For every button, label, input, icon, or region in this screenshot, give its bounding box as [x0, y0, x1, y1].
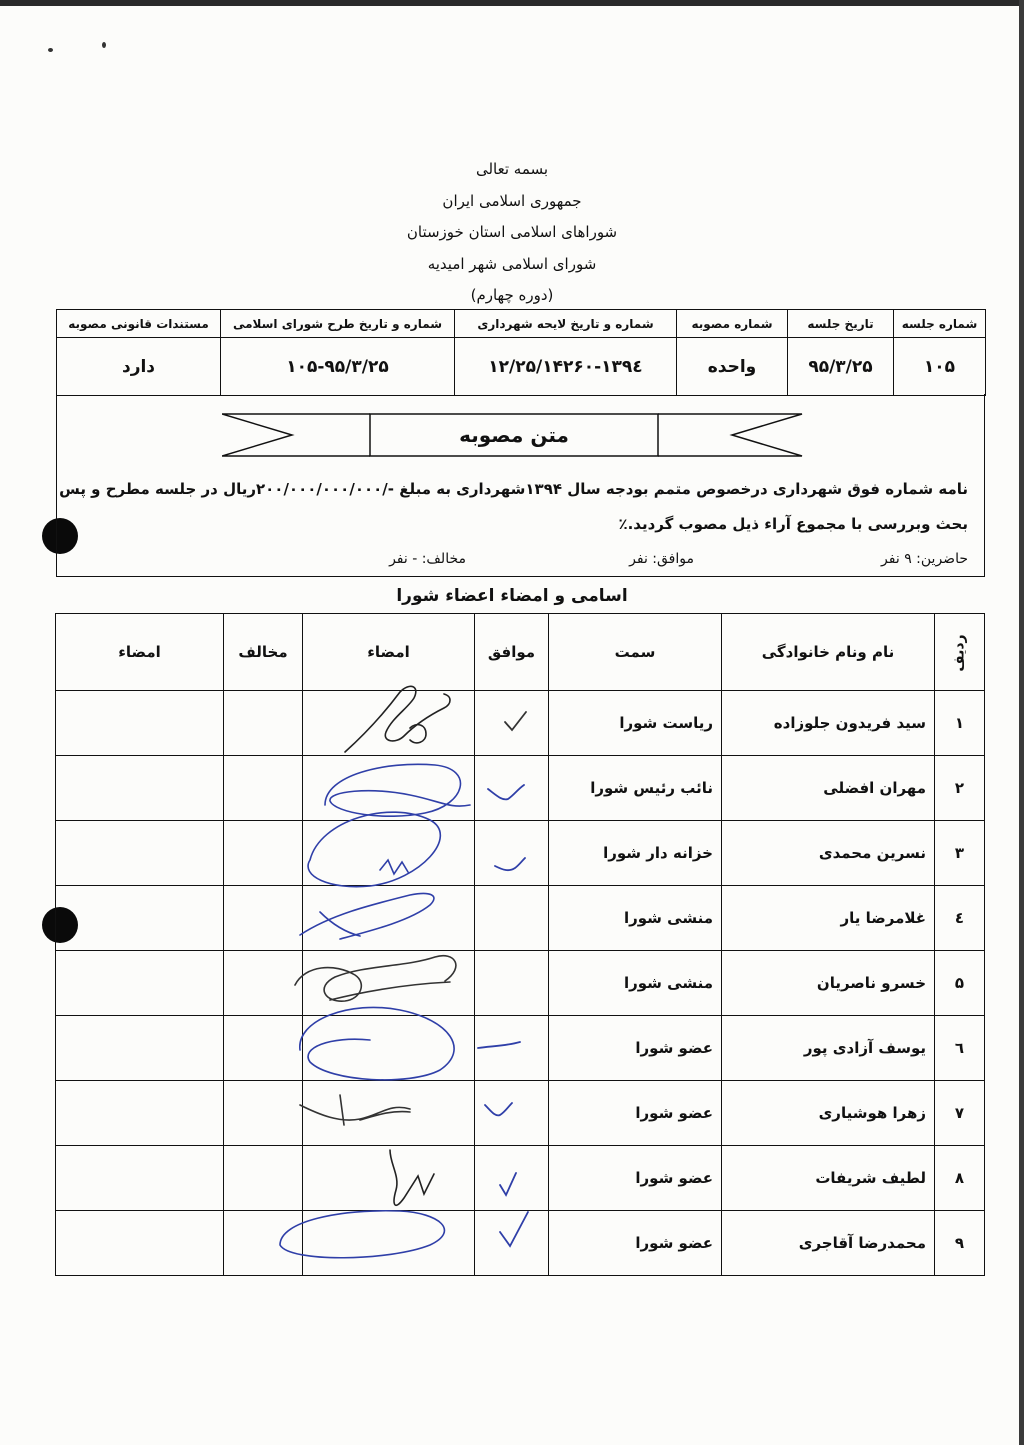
member-name: سید فریدون جلوزاده [722, 691, 935, 756]
member-row-number: ۹ [935, 1211, 985, 1276]
header-city-council: شورای اسلامی شهر امیدیه [427, 255, 597, 273]
header-basmala: بسمه تعالی [475, 160, 549, 178]
meta-header-session-date: تاریخ جلسه [788, 310, 894, 338]
member-role: نائب رئیس شورا [549, 756, 722, 821]
meta-header-session-no: شماره جلسه [894, 310, 986, 338]
member-role: خزانه دار شورا [549, 821, 722, 886]
meta-value-legal-basis: دارد [57, 338, 221, 396]
member-name: مهران افضلی [722, 756, 935, 821]
members-header-signature: امضاء [303, 614, 475, 691]
signature-row-4 [300, 893, 434, 939]
meta-value-bill-no-date: ۱۴۲۶۰-۱۳۹٤/۱۲/۲۵ [455, 338, 677, 396]
members-header-row-no: ردیف [935, 614, 985, 691]
member-name: زهرا هوشیاری [722, 1081, 935, 1146]
member-row-number: ۷ [935, 1081, 985, 1146]
member-row-number: ۵ [935, 951, 985, 1016]
signature-row-6 [300, 1007, 454, 1079]
checkmark-row-2 [488, 785, 524, 799]
member-role: عضو شورا [549, 1016, 722, 1081]
members-header-signature-2: امضاء [56, 614, 224, 691]
member-role: عضو شورا [549, 1081, 722, 1146]
member-role: منشی شورا [549, 951, 722, 1016]
member-row-number: ۱ [935, 691, 985, 756]
members-section-title: اسامی و امضاء اعضاء شورا [396, 586, 628, 606]
agree-count: موافق: نفر [629, 551, 694, 567]
checkmark-row-1 [505, 712, 526, 730]
signature-row-3 [308, 812, 440, 887]
meta-value-session-date: ۹۵/۳/۲۵ [788, 338, 894, 396]
member-role: عضو شورا [549, 1211, 722, 1276]
members-header-agree: موافق [475, 614, 549, 691]
signature-row-9 [280, 1211, 444, 1258]
header-country: جمهوری اسلامی ایران [442, 192, 582, 210]
signature-row-5 [295, 956, 456, 1001]
meta-header-bill-no-date: شماره و تاریخ لایحه شهرداری [455, 310, 677, 338]
checkmark-row-9 [500, 1212, 528, 1246]
members-header-role: سمت [549, 614, 722, 691]
signature-row-8 [390, 1150, 434, 1205]
checkmark-row-3 [495, 858, 525, 870]
signature-row-1 [345, 686, 450, 752]
member-role: عضو شورا [549, 1146, 722, 1211]
members-header-oppose: مخالف [224, 614, 303, 691]
member-name: یوسف آزادی پور [722, 1016, 935, 1081]
member-row-number: ۳ [935, 821, 985, 886]
meta-header-plan-no-date: شماره و تاریخ طرح شورای اسلامی [221, 310, 455, 338]
member-role: ریاست شورا [549, 691, 722, 756]
signature-row-7 [300, 1095, 410, 1125]
signature-row-2 [325, 764, 470, 816]
oppose-count: مخالف: - نفر [389, 551, 466, 567]
meta-value-session-no: ۱۰۵ [894, 338, 986, 396]
checkmark-row-6 [478, 1042, 520, 1048]
resolution-body-line-1: نامه شماره فوق شهرداری درخصوص متمم بودجه سال ۱۳۹۴شهرداری به مبلغ -/۲۰۰/۰۰۰/۰۰۰/۰۰۰ریال در جلسه مطرح و پس [59, 480, 968, 498]
resolution-body-line-2: بحث وبررسی با مجموع آراء ذیل مصوب گردید.٪ [618, 515, 968, 533]
member-row-number: ٦ [935, 1016, 985, 1081]
member-name: خسرو ناصریان [722, 951, 935, 1016]
member-name: لطیف شریفات [722, 1146, 935, 1211]
resolution-title: متن مصوبه [459, 423, 569, 447]
member-row-number: ۸ [935, 1146, 985, 1211]
meta-value-plan-no-date: ۱۰۵-۹۵/۳/۲۵ [221, 338, 455, 396]
meta-header-resolution-no: شماره مصوبه [677, 310, 788, 338]
header-province-council: شوراهای اسلامی استان خوزستان [406, 223, 618, 241]
member-name: محمدرضا آقاجری [722, 1211, 935, 1276]
member-row-number: ۲ [935, 756, 985, 821]
meta-header-legal-basis: مستندات قانونی مصوبه [57, 310, 221, 338]
present-count: حاضرین: ۹ نفر [881, 551, 968, 567]
checkmark-row-8 [500, 1173, 516, 1195]
member-role: منشی شورا [549, 886, 722, 951]
member-name: نسرین محمدی [722, 821, 935, 886]
meta-value-resolution-no: واحده [677, 338, 788, 396]
member-name: غلامرضا یار [722, 886, 935, 951]
checkmark-row-7 [485, 1103, 512, 1115]
members-header-name: نام ونام خانوادگی [722, 614, 935, 691]
member-row-number: ٤ [935, 886, 985, 951]
header-term: (دوره چهارم) [470, 286, 554, 304]
